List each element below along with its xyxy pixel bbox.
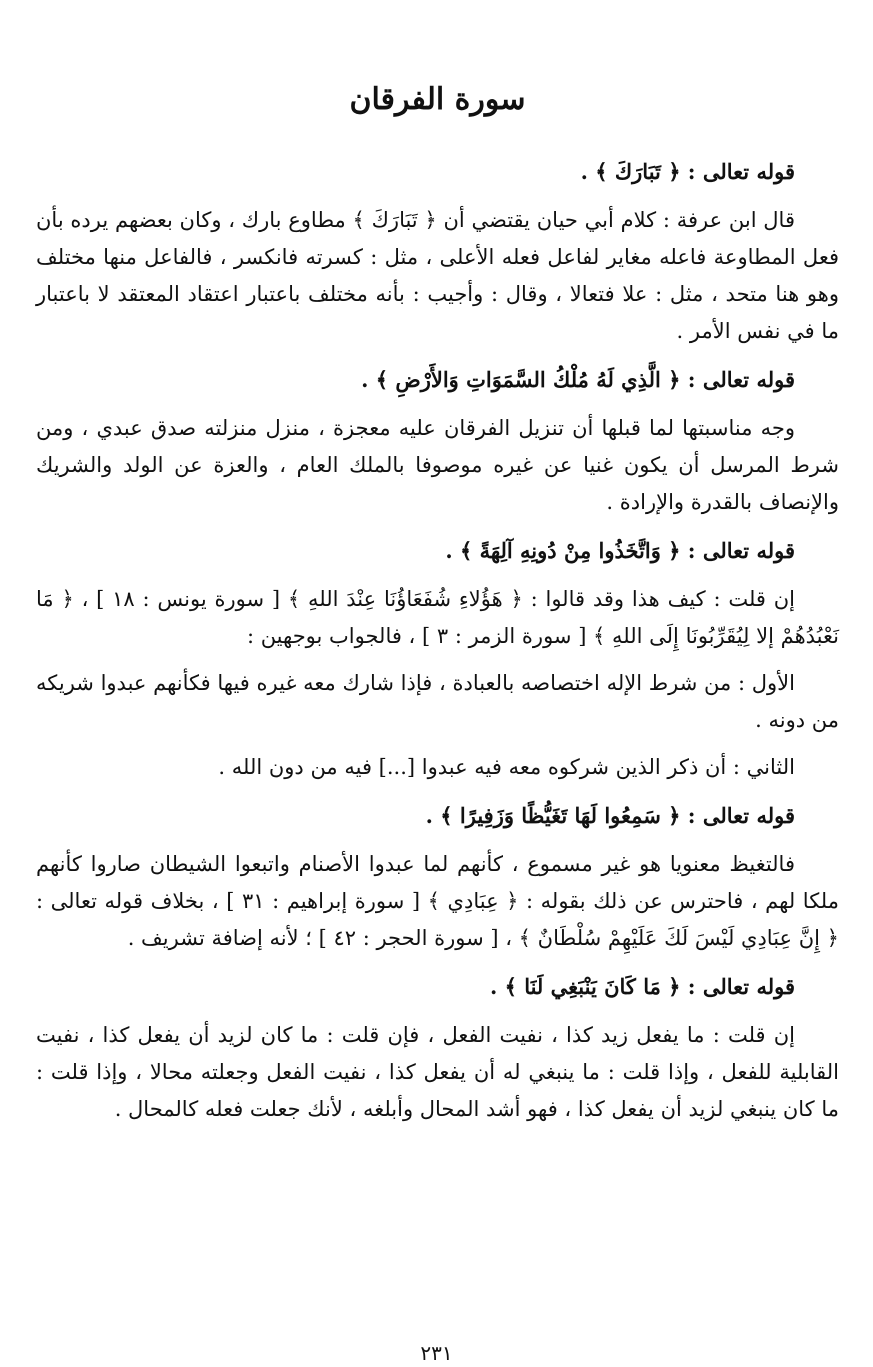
verse-heading-3: قوله تعالى : ﴿ وَاتَّخَذُوا مِنْ دُونِهِ آلِهَةً ﴾ . (445, 538, 795, 563)
commentary-paragraph-7: إن قلت : ما يفعل زيد كذا ، نفيت الفعل ، فإن قلت : ما كان لزيد أن يفعل كذا ، نفيت القابلية للفعل ، وإذا قلت : ما ينبغي له أن يفعل كذا ، نفيت الفعل وجعلته محالا ، وإذا قلت : ما كان ينبغي لزيد أن يفعل كذا ، فهو أشد المحال وأبلغه ، لأنك جعلت فعله كالمحال . (36, 1023, 839, 1121)
verse-heading-2: قوله تعالى : ﴿ الَّذِي لَهُ مُلْكُ السَّمَوَاتِ وَالأَرْضِ ﴾ . (361, 367, 795, 392)
commentary-paragraph-3: إن قلت : كيف هذا وقد قالوا : ﴿ هَؤُلاءِ شُفَعَاؤُنَا عِنْدَ اللهِ ﴾ [ سورة يونس : ١٨ ] ، ﴿ مَا نَعْبُدُهُمْ إلا لِيُقَرِّبُونَا إِلَى اللهِ ﴾ [ سورة الزمر : ٣ ] ، فالجواب بوجهين : (36, 587, 839, 648)
commentary-paragraph-1: قال ابن عرفة : كلام أبي حيان يقتضي أن ﴿ تَبَارَكَ ﴾ مطاوع بارك ، وكان بعضهم يرده بأن فعل المطاوعة فاعله مغاير لفاعل فعله الأعلى ، مثل : كسرته فانكسر ، فالفاعل منها مختلف وهو هنا متحد ، مثل : علا فتعالا ، وقال : وأجيب : بأنه مختلف باعتبار اعتقاد المعتقد لا باعتبار ما في نفس الأمر . (36, 208, 839, 343)
commentary-paragraph-6: فالتغيظ معنويا هو غير مسموع ، كأنهم لما عبدوا الأصنام واتبعوا الشيطان صاروا كأنهم ملكا لهم ، فاحترس عن ذلك بقوله : ﴿ عِبَادِي ﴾ [ سورة إبراهيم : ٣١ ] ، بخلاف قوله تعالى : ﴿ إِنَّ عِبَادِي لَيْسَ لَكَ عَلَيْهِمْ سُلْطَانٌ ﴾ ، [ سورة الحجر : ٤٢ ] ؛ لأنه إضافة تشريف . (36, 852, 839, 950)
page-number: ٢٣١ (420, 1341, 453, 1365)
verse-heading-1: قوله تعالى : ﴿ تَبَارَكَ ﴾ . (580, 159, 795, 184)
commentary-paragraph-2: وجه مناسبتها لما قبلها أن تنزيل الفرقان عليه معجزة ، منزل منزلته صدق عبدي ، ومن شرط المرسل أن يكون غنيا عن غيره موصوفا بالملك العام ، والعزة عن الولد والشريك والإنصاف بالقدرة والإرادة . (36, 416, 839, 514)
commentary-paragraph-5: الثاني : أن ذكر الذين شركوه معه فيه عبدوا [...] فيه من دون الله . (218, 755, 795, 779)
verse-heading-5: قوله تعالى : ﴿ مَا كَانَ يَنْبَغِي لَنَا ﴾ . (489, 974, 795, 999)
verse-heading-4: قوله تعالى : ﴿ سَمِعُوا لَهَا تَغَيُّظًا وَزَفِيرًا ﴾ . (425, 803, 795, 828)
surah-title: سورة الفرقان (349, 82, 526, 117)
commentary-paragraph-4: الأول : من شرط الإله اختصاصه بالعبادة ، فإذا شارك معه غيره فيها فكأنهم عبدوا شريكه من دونه . (36, 671, 839, 732)
